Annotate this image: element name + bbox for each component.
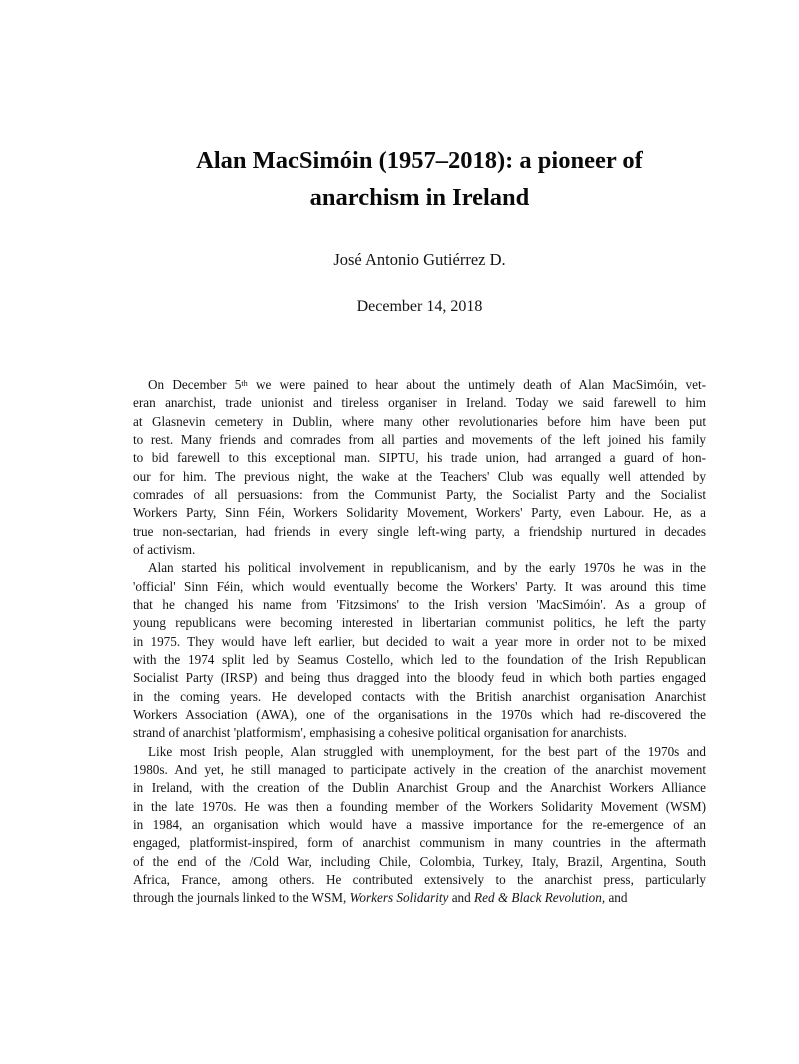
text-segment: , and	[601, 890, 628, 906]
text-line: 'official' Sinn Féin, which would eventually become the Workers' Party. It was around this time	[133, 578, 706, 594]
text-line: Africa, France, among others. He contributed extensively to the anarchist press, particularly	[133, 871, 706, 887]
paragraph	[133, 559, 706, 742]
text-line: our for him. The previous night, the wake at the Teachers' Club was equally well attended by	[133, 468, 706, 484]
text-line: Like most Irish people, Alan struggled with unemployment, for the best part of the 1970s and	[148, 743, 706, 759]
text-line: engaged, platformist-inspired, form of anarchist communism in many countries in the aftermath	[133, 835, 706, 851]
text-line: of activism.	[133, 541, 196, 557]
text-line: Workers Party, Sinn Féin, Workers Solidarity Movement, Workers' Party, even Labour. He, as a	[133, 505, 706, 521]
text-line: strand of anarchist 'platformism', emphasising a cohesive political organisation for anarchists.	[133, 725, 627, 741]
text-segment: and	[448, 890, 475, 906]
text-line: Socialist Party (IRSP) and being thus dragged into the bloody feud in which both parties engaged	[133, 670, 706, 686]
text-line: 1980s. And yet, he still managed to participate actively in the creation of the anarchist movement	[133, 761, 706, 777]
text-line: true non-sectarian, had friends in every single left-wing party, a friendship nurtured in decades	[133, 523, 706, 539]
paragraph	[133, 743, 706, 908]
document-title	[133, 143, 706, 216]
text-segment: through the journals linked to the WSM,	[133, 890, 350, 906]
text-line: to rest. Many friends and comrades from all parties and movements of the left joined his family	[133, 431, 706, 447]
text-line: that he changed his name from 'Fitzsimons' to the Irish version 'MacSimóin'. As a group of	[133, 596, 706, 612]
title-line-2: anarchism in Ireland	[309, 183, 530, 211]
text-line: in the coming years. He developed contacts with the British anarchist organisation Anarchist	[133, 688, 706, 704]
text-line: in the late 1970s. He was then a founding member of the Workers Solidarity Movement (WSM)	[133, 798, 706, 814]
text-segment: we were pained to hear about the untimely death of Alan MacSimóin, vet-	[247, 377, 707, 392]
title-line-1: Alan MacSimóin (1957–2018): a pioneer of	[196, 147, 643, 174]
text-line: in 1975. They would have left earlier, but decided to wait a year more in order not to be mixed	[133, 633, 706, 649]
text-line: with the 1974 split led by Seamus Costello, which led to the foundation of the Irish Republican	[133, 651, 706, 667]
document-date: December 14, 2018	[356, 298, 483, 315]
superscript-text: th	[241, 378, 248, 388]
text-line: to bid farewell to this exceptional man. SIPTU, his trade union, had arranged a guard of hon-	[133, 450, 706, 466]
body-text	[133, 376, 706, 908]
text-line: Workers Association (AWA), one of the organisations in the 1970s which had re-discovered the	[133, 706, 706, 722]
text-line	[133, 889, 706, 907]
text-line: in 1984, an organisation which would have a massive importance for the re-emergence of an	[133, 816, 706, 832]
author-name: José Antonio Gutiérrez D.	[333, 250, 506, 269]
text-segment: On December 5	[148, 377, 242, 392]
text-line: eran anarchist, trade unionist and tireless organiser in Ireland. Today we said farewell to him	[133, 395, 706, 411]
text-line: of the end of the /Cold War, including Chile, Colombia, Turkey, Italy, Brazil, Argentina, South	[133, 853, 706, 869]
text-line: comrades of all persuasions: from the Communist Party, the Socialist Party and the Socialist	[133, 486, 706, 502]
paragraph	[133, 376, 706, 559]
italic-text: Workers Solidarity	[349, 890, 449, 906]
text-line: at Glasnevin cemetery in Dublin, where many other revolutionaries before him have been put	[133, 413, 706, 429]
text-line: young republicans were becoming interested in libertarian communist politics, he left the party	[133, 615, 706, 631]
italic-text: Red & Black Revolution	[474, 890, 602, 906]
text-line	[133, 376, 706, 394]
text-line: Alan started his political involvement in republicanism, and by the early 1970s he was in the	[148, 560, 706, 576]
text-line: in Ireland, with the creation of the Dublin Anarchist Group and the Anarchist Workers Alliance	[133, 780, 706, 796]
